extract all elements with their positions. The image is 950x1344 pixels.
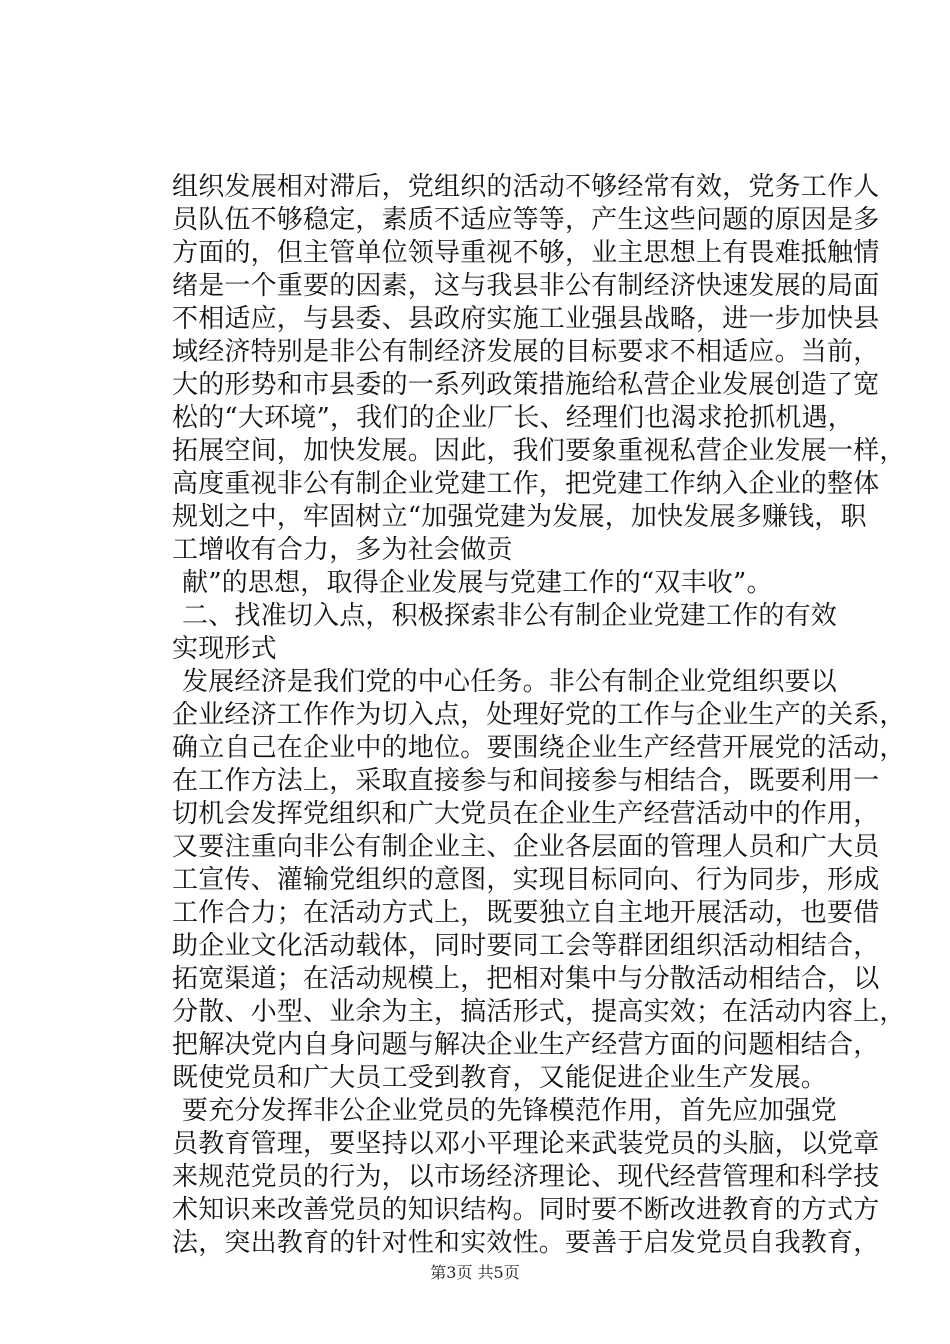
text-line: 确立自己在企业中的地位。要围绕企业生产经营开展党的活动， xyxy=(172,733,906,763)
text-line: 术知识来改善党员的知识结构。同时要不断改进教育的方式方 xyxy=(172,1195,880,1225)
page-footer: 第3页 共5页 xyxy=(430,1263,520,1282)
section-heading: 二、找准切入点，积极探索非公有制企业党建工作的有效 xyxy=(182,601,838,631)
text-line: 工增收有合力，多为社会做贡 xyxy=(172,535,513,565)
section-heading-continued: 实现形式 xyxy=(172,634,277,664)
text-line: 企业经济工作作为切入点，处理好党的工作与企业生产的关系， xyxy=(172,700,906,730)
text-line: 又要注重向非公有制企业主、企业各层面的管理人员和广大员 xyxy=(172,832,880,862)
text-line: 工宣传、灌输党组织的意图，实现目标同向、行为同步，形成 xyxy=(172,865,880,895)
text-line: 员教育管理，要坚持以邓小平理论来武装党员的头脑，以党章 xyxy=(172,1129,880,1159)
text-line: 员队伍不够稳定，素质不适应等等，产生这些问题的原因是多 xyxy=(172,205,880,235)
text-line: 来规范党员的行为，以市场经济理论、现代经营管理和科学技 xyxy=(172,1162,880,1192)
text-line: 献”的思想，取得企业发展与党建工作的“双丰收”。 xyxy=(182,568,773,598)
text-line: 大的形势和市县委的一系列政策措施给私营企业发展创造了宽 xyxy=(172,370,880,400)
text-line: 法，突出教育的针对性和实效性。要善于启发党员自我教育， xyxy=(172,1228,880,1258)
text-line: 松的“大环境”，我们的企业厂长、经理们也渴求抢抓机遇， xyxy=(172,403,854,433)
text-line: 方面的，但主管单位领导重视不够，业主思想上有畏难抵触情 xyxy=(172,238,880,268)
text-line: 既使党员和广大员工受到教育，又能促进企业生产发展。 xyxy=(172,1063,828,1093)
text-line: 拓宽渠道；在活动规模上，把相对集中与分散活动相结合，以 xyxy=(172,964,880,994)
text-line: 拓展空间，加快发展。因此，我们要象重视私营企业发展一样， xyxy=(172,436,906,466)
text-line: 要充分发挥非公企业党员的先锋模范作用，首先应加强党 xyxy=(182,1096,838,1126)
text-line: 规划之中，牢固树立“加强党建为发展，加快发展多赚钱，职 xyxy=(172,502,867,532)
text-line: 不相适应，与县委、县政府实施工业强县战略，进一步加快县 xyxy=(172,304,880,334)
text-line: 发展经济是我们党的中心任务。非公有制企业党组织要以 xyxy=(182,667,838,697)
text-line: 在工作方法上，采取直接参与和间接参与相结合，既要利用一 xyxy=(172,766,880,796)
text-line: 绪是一个重要的因素，这与我县非公有制经济快速发展的局面 xyxy=(172,271,880,301)
text-line: 组织发展相对滞后，党组织的活动不够经常有效，党务工作人 xyxy=(172,172,880,202)
text-line: 助企业文化活动载体，同时要同工会等群团组织活动相结合， xyxy=(172,931,880,961)
text-line: 高度重视非公有制企业党建工作，把党建工作纳入企业的整体 xyxy=(172,469,880,499)
text-line: 分散、小型、业余为主，搞活形式，提高实效；在活动内容上， xyxy=(172,997,906,1027)
text-line: 工作合力；在活动方式上，既要独立自主地开展活动，也要借 xyxy=(172,898,880,928)
text-line: 域经济特别是非公有制经济发展的目标要求不相适应。当前， xyxy=(172,337,880,367)
text-line: 把解决党内自身问题与解决企业生产经营方面的问题相结合， xyxy=(172,1030,880,1060)
text-line: 切机会发挥党组织和广大党员在企业生产经营活动中的作用， xyxy=(172,799,880,829)
